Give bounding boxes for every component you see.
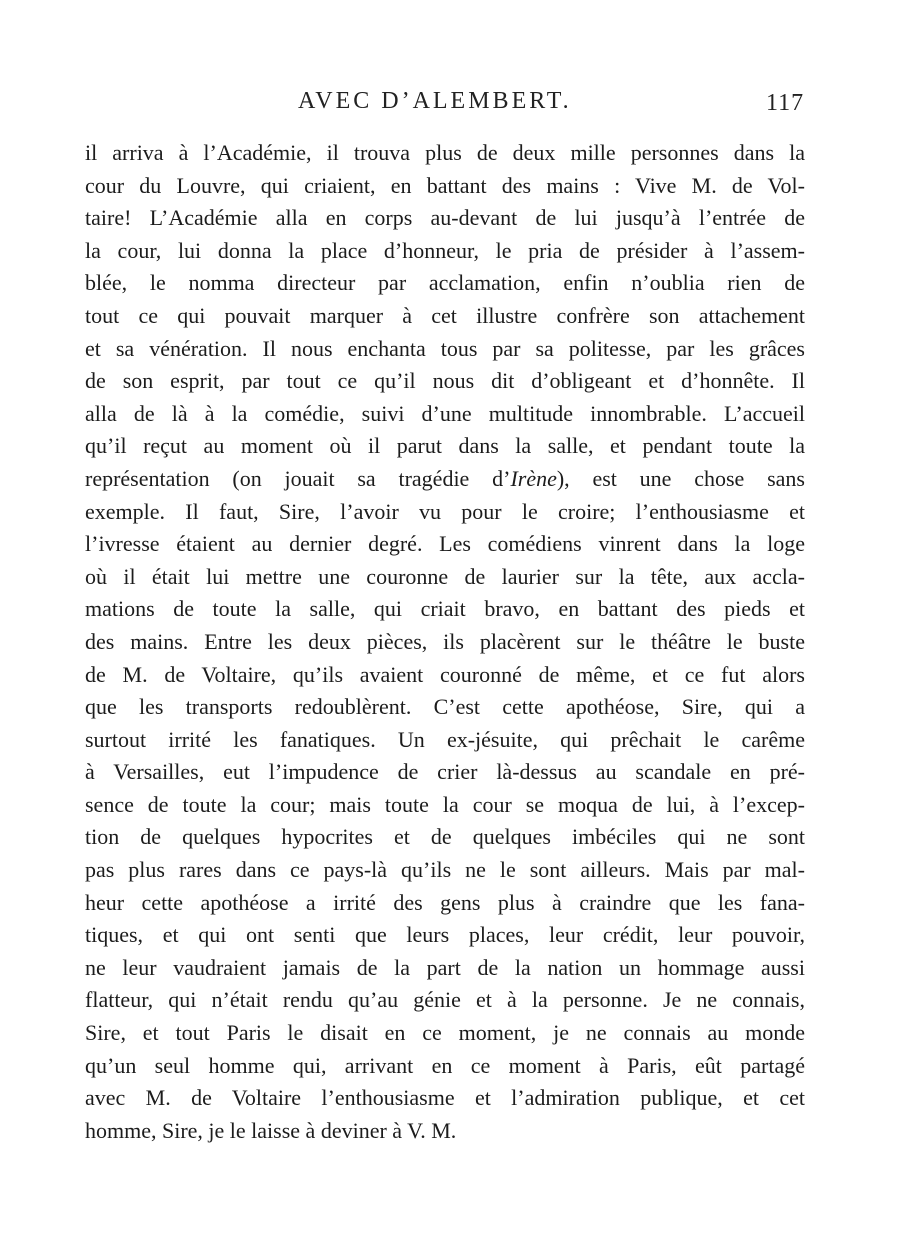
text-line: alla de là à la comédie, suivi d’une multitude innombrable. L’accueil <box>85 400 805 426</box>
text-line: flatteur, qui n’était rendu qu’au génie et à la personne. Je ne connais, <box>85 987 805 1013</box>
text-line: des mains. Entre les deux pièces, ils placèrent sur le théâtre le buste <box>85 628 805 654</box>
text-line: exemple. Il faut, Sire, l’avoir vu pour le croire; l’enthousiasme et <box>85 498 805 524</box>
text-line: où il était lui mettre une couronne de laurier sur la tête, aux accla- <box>85 563 805 589</box>
text-line: mations de toute la salle, qui criait bravo, en battant des pieds et <box>85 596 805 622</box>
text-line: qu’il reçut au moment où il parut dans la salle, et pendant toute la <box>85 433 805 459</box>
text-line: l’ivresse étaient au dernier degré. Les comédiens vinrent dans la loge <box>85 531 805 557</box>
text-line: et sa vénération. Il nous enchanta tous par sa politesse, par les grâces <box>85 335 805 361</box>
text-line: heur cette apothéose a irrité des gens plus à craindre que les fana- <box>85 889 805 915</box>
text-line: tout ce qui pouvait marquer à cet illustre confrère son attachement <box>85 302 805 328</box>
text-segment: représentation (on jouait sa tragédie d’ <box>85 465 511 491</box>
text-line: Sire, et tout Paris le disait en ce moment, je ne connais au monde <box>85 1020 805 1046</box>
text-line: à Versailles, eut l’impudence de crier là-dessus au scandale en pré- <box>85 759 805 785</box>
text-line: blée, le nomma directeur par acclamation, enfin n’oublia rien de <box>85 270 805 296</box>
play-title-irene: Irène <box>510 465 557 491</box>
text-line: il arriva à l’Académie, il trouva plus de deux mille personnes dans la <box>85 140 805 165</box>
page-number: 117 <box>766 90 805 116</box>
text-segment: ), est une chose sans <box>556 465 805 491</box>
text-line: que les transports redoublèrent. C’est cette apothéose, Sire, qui a <box>85 694 805 720</box>
text-line: taire! L’Académie alla en corps au-devant de lui jusqu’à l’entrée de <box>85 205 805 231</box>
text-line: avec M. de Voltaire l’enthousiasme et l’admiration publique, et cet <box>85 1085 805 1111</box>
text-line-last: homme, Sire, je le laisse à deviner à V. M. <box>85 1117 457 1143</box>
text-line: ne leur vaudraient jamais de la part de la nation un hommage aussi <box>85 954 805 980</box>
text-line: cour du Louvre, qui criaient, en battant des mains : Vive M. de Vol- <box>85 172 805 198</box>
text-line: surtout irrité les fanatiques. Un ex-jésuite, qui prêchait le carême <box>85 726 805 752</box>
body-text <box>85 137 805 1147</box>
text-line: la cour, lui donna la place d’honneur, le pria de présider à l’assem- <box>85 237 805 263</box>
running-title: AVEC D’ALEMBERT. <box>298 88 572 114</box>
text-line: de M. de Voltaire, qu’ils avaient couronné de même, et ce fut alors <box>85 661 805 687</box>
text-line: tion de quelques hypocrites et de quelques imbéciles qui ne sont <box>85 824 805 850</box>
text-line: sence de toute la cour; mais toute la cour se moqua de lui, à l’excep- <box>85 791 805 817</box>
text-line: tiques, et qui ont senti que leurs places, leur crédit, leur pouvoir, <box>85 922 805 948</box>
running-head <box>0 88 900 124</box>
text-line: de son esprit, par tout ce qu’il nous dit d’obligeant et d’honnête. Il <box>85 368 805 394</box>
text-line: qu’un seul homme qui, arrivant en ce moment à Paris, eût partagé <box>85 1052 805 1078</box>
text-line: pas plus rares dans ce pays-là qu’ils ne le sont ailleurs. Mais par mal- <box>85 857 805 883</box>
text-line-with-italic <box>85 463 805 496</box>
